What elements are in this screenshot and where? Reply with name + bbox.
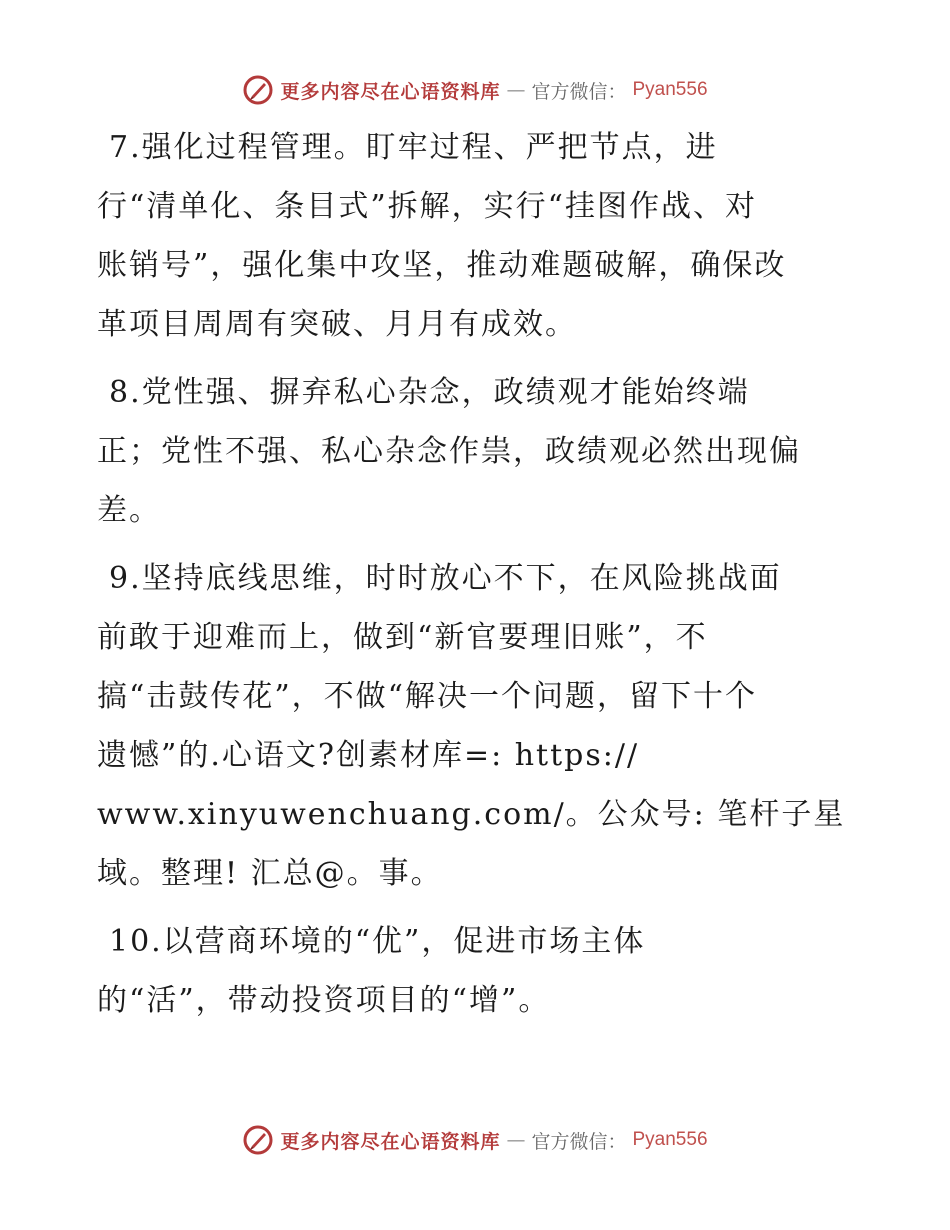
site-name: 更多内容尽在心语资料库 [280, 80, 501, 103]
pen-logo-icon [242, 1124, 274, 1156]
wechat-label: 官方微信： [531, 80, 627, 103]
text-line: 行“清单化、条目式”拆解，实行“挂图作战、对 [97, 189, 758, 224]
paragraph-10 [97, 912, 857, 1030]
text-line: 10.以营商环境的“优”，促进市场主体 [109, 924, 646, 959]
text-line: www.xinyuwenchuang.com/。公众号: 笔杆子星 [97, 797, 846, 832]
text-line: 7.强化过程管理。盯牢过程、严把节点，进 [109, 130, 718, 165]
banner-separator: — [506, 1129, 526, 1151]
text-line: 遗憾”的.心语文?创素材库=: https:// [97, 738, 640, 773]
text-line: 差。 [97, 493, 161, 528]
text-line: 8.党性强、摒弃私心杂念，政绩观才能始终端 [109, 375, 750, 410]
text-line: 正；党性不强、私心杂念作祟，政绩观必然出现偏 [97, 434, 801, 469]
banner-separator: — [506, 79, 526, 101]
paragraph-9 [97, 549, 857, 903]
header-banner [0, 70, 950, 110]
paragraph-7 [97, 118, 857, 354]
footer-banner [0, 1120, 950, 1160]
text-line: 域。整理! 汇总@。事。 [97, 856, 443, 891]
document-body [97, 118, 857, 1039]
paragraph-8 [97, 363, 857, 540]
text-line: 前敢于迎难而上，做到“新官要理旧账”，不 [97, 620, 708, 655]
text-line: 的“活”，带动投资项目的“增”。 [97, 983, 551, 1018]
text-line: 账销号”，强化集中攻坚，推动难题破解，确保改 [97, 248, 787, 283]
wechat-id: Pyan556 [632, 1129, 708, 1150]
text-line: 革项目周周有突破、月月有成效。 [97, 307, 577, 342]
site-name: 更多内容尽在心语资料库 [280, 1130, 501, 1153]
wechat-id: Pyan556 [632, 79, 708, 100]
text-line: 9.坚持底线思维，时时放心不下，在风险挑战面 [109, 561, 782, 596]
wechat-label: 官方微信： [531, 1130, 627, 1153]
pen-logo-icon [242, 74, 274, 106]
text-line: 搞“击鼓传花”，不做“解决一个问题，留下十个 [97, 679, 758, 714]
